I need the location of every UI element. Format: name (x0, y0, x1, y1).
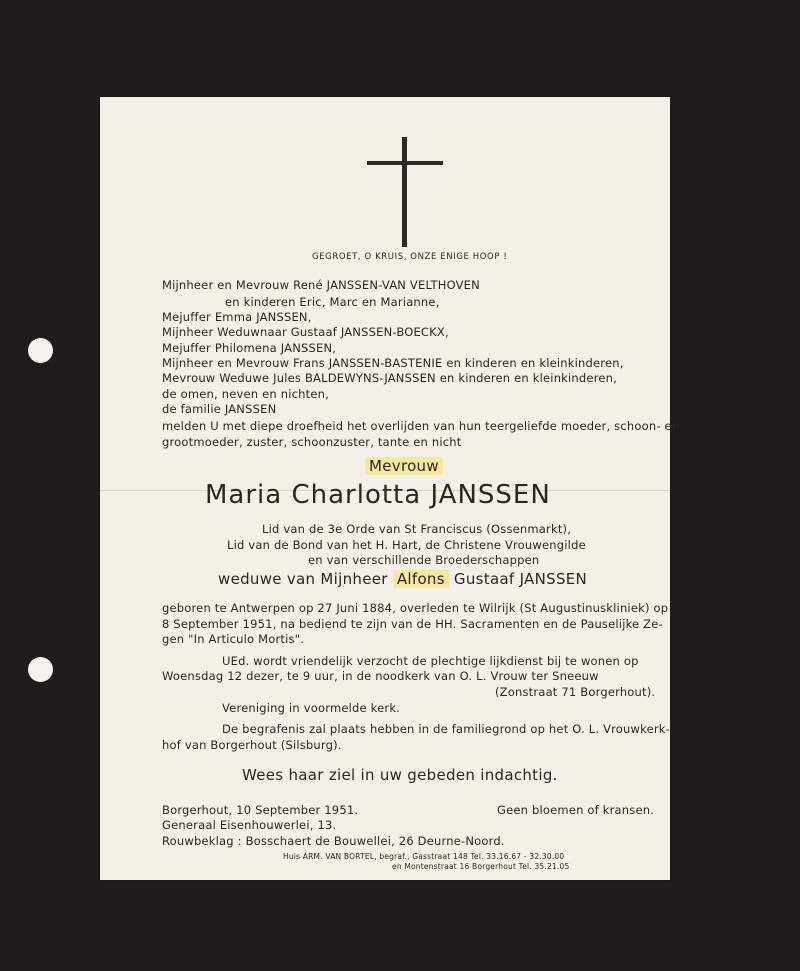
family-line: en kinderen Eric, Marc en Marianne, (225, 295, 440, 309)
service-line: Vereniging in voormelde kerk. (222, 701, 401, 715)
widow-rest: Gustaaf JANSSEN (453, 570, 588, 588)
birth-death-line: geboren te Antwerpen op 27 Juni 1884, overleden te Wilrijk (St Augustinuskliniek) op (162, 601, 669, 615)
widow-prefix: weduwe van Mijnheer (218, 570, 388, 588)
family-line: de omen, neven en nichten, (162, 387, 329, 401)
widow-line (218, 570, 587, 588)
printer-line: en Montenstraat 16 Borgerhout Tel. 35.21.05 (392, 862, 570, 871)
family-line: Mijnheer en Mevrouw Frans JANSSEN-BASTENIE en kinderen en kleinkinderen, (162, 356, 624, 370)
family-line: Mijnheer en Mevrouw René JANSSEN-VAN VELTHOVEN (162, 278, 480, 292)
family-line: Mevrouw Weduwe Jules BALDEWYNS-JANSSEN en kinderen en kleinkinderen, (162, 371, 617, 385)
death-notice-card (100, 97, 680, 880)
condolence-address: Rouwbeklag : Bosschaert de Bouwellei, 26 Deurne-Noord. (162, 834, 505, 848)
home-address: Generaal Eisenhouwerlei, 13. (162, 818, 337, 832)
service-line: UEd. wordt vriendelijk verzocht de plechtige lijkdienst bij te wonen op (222, 654, 639, 668)
family-line: Mijnheer Weduwnaar Gustaaf JANSSEN-BOECKX, (162, 325, 449, 339)
no-flowers: Geen bloemen of kransen. (497, 803, 655, 817)
burial-line: De begrafenis zal plaats hebben in de familiegrond op het O. L. Vrouwkerk- (222, 722, 671, 736)
burial-line: hof van Borgerhout (Silsburg). (162, 738, 342, 752)
affiliation-line: Lid van de Bond van het H. Hart, de Christene Vrouwengilde (227, 538, 586, 552)
deceased-title (365, 457, 443, 475)
service-line: (Zonstraat 71 Borgerhout). (495, 685, 656, 699)
birth-death-line: 8 September 1951, na bediend te zijn van de HH. Sacramenten en de Pauselijke Ze- (162, 617, 663, 631)
punch-hole-top (28, 338, 53, 363)
family-line: Mejuffer Philomena JANSSEN, (162, 341, 337, 355)
motto: GEGROET, O KRUIS, ONZE ENIGE HOOP ! (312, 252, 508, 262)
printer-line: Huis ARM. VAN BORTEL, begraf., Gasstraat 148 Tel. 33.16.67 - 32.30.00 (283, 852, 565, 861)
deceased-title-text: Mevrouw (365, 457, 443, 475)
birth-death-line: gen "In Articulo Mortis". (162, 632, 305, 646)
widow-first-name: Alfons (393, 570, 449, 588)
family-line: de familie JANSSEN (162, 402, 277, 416)
prayer: Wees haar ziel in uw gebeden indachtig. (242, 766, 558, 784)
announcement-line: melden U met diepe droefheid het overlijden van hun teergeliefde moeder, schoon- en (162, 419, 680, 433)
place-date: Borgerhout, 10 September 1951. (162, 803, 359, 817)
deceased-name: Maria Charlotta JANSSEN (205, 480, 551, 510)
affiliation-line: en van verschillende Broederschappen (308, 553, 540, 567)
affiliation-line: Lid van de 3e Orde van St Franciscus (Ossenmarkt), (262, 522, 572, 536)
announcement-line: grootmoeder, zuster, schoonzuster, tante en nicht (162, 435, 462, 449)
family-line: Mejuffer Emma JANSSEN, (162, 310, 312, 324)
service-line: Woensdag 12 dezer, te 9 uur, in de noodkerk van O. L. Vrouw ter Sneeuw (162, 669, 599, 683)
punch-hole-bottom (28, 657, 53, 682)
